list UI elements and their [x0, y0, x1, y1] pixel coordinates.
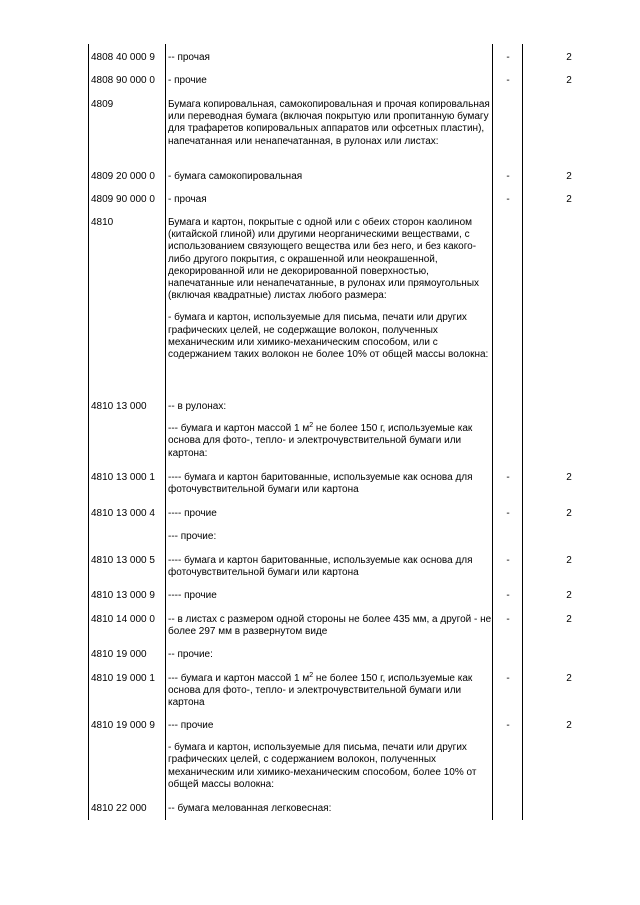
duty-rate: 2 [566, 555, 572, 566]
duty-rate: 2 [566, 472, 572, 483]
commodity-description: -- в рулонах: --- бумага и картон массой 1 $м^2$ не более 150 г, используемые как основа для фото-, тепло- и электрочувствительной бумаги или картона: [168, 401, 493, 460]
duty-rate: 2 [566, 194, 572, 205]
commodity-code: 4809 [91, 99, 114, 110]
unit-value: - [506, 194, 510, 205]
commodity-code: 4810 19 000 9 [91, 720, 155, 731]
unit-value: - [506, 171, 510, 182]
commodity-description: -- бумага мелованная легковесная: [168, 803, 332, 814]
duty-rate: 2 [566, 52, 572, 63]
commodity-description: Бумага копировальная, самокопировальная и прочая копировальная или переводная бумага (включая покрытую или пропитанную бумагу для трафаретов копировальных аппаратов или офсетных пластин), напечатанная или ненапечатанная, в рулонах или листах: [168, 99, 490, 147]
commodity-description: -- в листах с размером одной стороны не более 435 мм, а другой - не более 297 мм в развернутом виде [168, 614, 492, 638]
unit-value: - [506, 555, 510, 566]
commodity-description: - бумага самокопировальная [168, 171, 303, 182]
commodity-description: --- прочие: [168, 531, 217, 542]
commodity-description: -- прочая [168, 52, 210, 63]
commodity-code: 4808 40 000 9 [91, 52, 155, 63]
duty-rate: 2 [566, 720, 572, 731]
unit-value: - [506, 75, 510, 86]
duty-rate: 2 [566, 508, 572, 519]
commodity-code: 4810 13 000 5 [91, 555, 155, 566]
unit-value: - [506, 720, 510, 731]
commodity-code: 4810 [91, 217, 114, 228]
commodity-code: 4809 20 000 0 [91, 171, 155, 182]
commodity-description: - прочая [168, 194, 207, 205]
unit-value: - [506, 614, 510, 625]
commodity-description: - прочие [168, 75, 207, 86]
unit-value: - [506, 673, 510, 684]
tariff-table [88, 44, 608, 820]
commodity-description: ---- бумага и картон баритованные, используемые как основа для фоточувствительной бумаги или картона [168, 472, 473, 496]
commodity-description: --- прочие - бумага и картон, используемые для письма, печати или других графических целей, с содержанием волокон, полученных механическим или химико-механическим способом, более 10% от общей массы волокна: [168, 720, 493, 791]
commodity-subdescription: - бумага и картон, используемые для письма, печати или других графических целей, с содержанием волокон, полученных механическим или химико-механическим способом, более 10% от общей массы волокна: [168, 742, 477, 790]
duty-rate: 2 [566, 590, 572, 601]
commodity-code: 4810 14 000 0 [91, 614, 155, 625]
commodity-code: 4810 13 000 1 [91, 472, 155, 483]
duty-rate: 2 [566, 614, 572, 625]
unit-value: - [506, 508, 510, 519]
unit-value: - [506, 590, 510, 601]
commodity-description: Бумага и картон, покрытые с одной или с обеих сторон каолином (китайской глиной) или другими неорганическими веществами, с использованием связующего вещества или без него, и без какого-либо другого покрытия, с окрашенной или неокрашенной, декорированной или не декорированной поверхностью, напечатанные или ненапечатанные, в рулонах или прямоугольных (включая квадратные) листах любого размера: - бумага и картон, используемые для письма, печати или других графических целей, не содержащие волокон, полученных механическим или химико-механическим способом, или с содержанием таких волокон не более 10% от общей массы волокна: [168, 217, 493, 361]
commodity-description: ---- прочие [168, 508, 217, 519]
commodity-description: ---- прочие [168, 590, 217, 601]
commodity-code: 4810 19 000 1 [91, 673, 155, 684]
commodity-code: 4810 13 000 9 [91, 590, 155, 601]
column-divider-unit [522, 44, 523, 820]
column-divider-code [165, 44, 166, 820]
commodity-subdescription: --- бумага и картон массой 1 $м^2$ не более 150 г, используемые как основа для фото-, тепло- и электрочувствительной бумаги или картона: [168, 422, 473, 459]
commodity-code: 4810 13 000 [91, 401, 147, 412]
commodity-code: 4810 22 000 [91, 803, 147, 814]
commodity-code: 4810 13 000 4 [91, 508, 155, 519]
commodity-code: 4808 90 000 0 [91, 75, 155, 86]
unit-value: - [506, 472, 510, 483]
unit-value: - [506, 52, 510, 63]
duty-rate: 2 [566, 75, 572, 86]
table-border-left [88, 44, 89, 820]
commodity-code: 4809 90 000 0 [91, 194, 155, 205]
commodity-code: 4810 19 000 [91, 649, 147, 660]
commodity-subdescription: - бумага и картон, используемые для письма, печати или других графических целей, не содержащие волокон, полученных механическим или химико-механическим способом, или с содержанием таких волокон не более 10% от общей массы волокна: [168, 312, 489, 361]
duty-rate: 2 [566, 673, 572, 684]
commodity-description: --- бумага и картон массой 1 $м^2$ не более 150 г, используемые как основа для фото-, тепло- и электрочувствительной бумаги или картона [168, 672, 473, 709]
duty-rate: 2 [566, 171, 572, 182]
commodity-description: -- прочие: [168, 649, 213, 660]
commodity-description: ---- бумага и картон баритованные, используемые как основа для фоточувствительной бумаги или картона [168, 555, 473, 579]
